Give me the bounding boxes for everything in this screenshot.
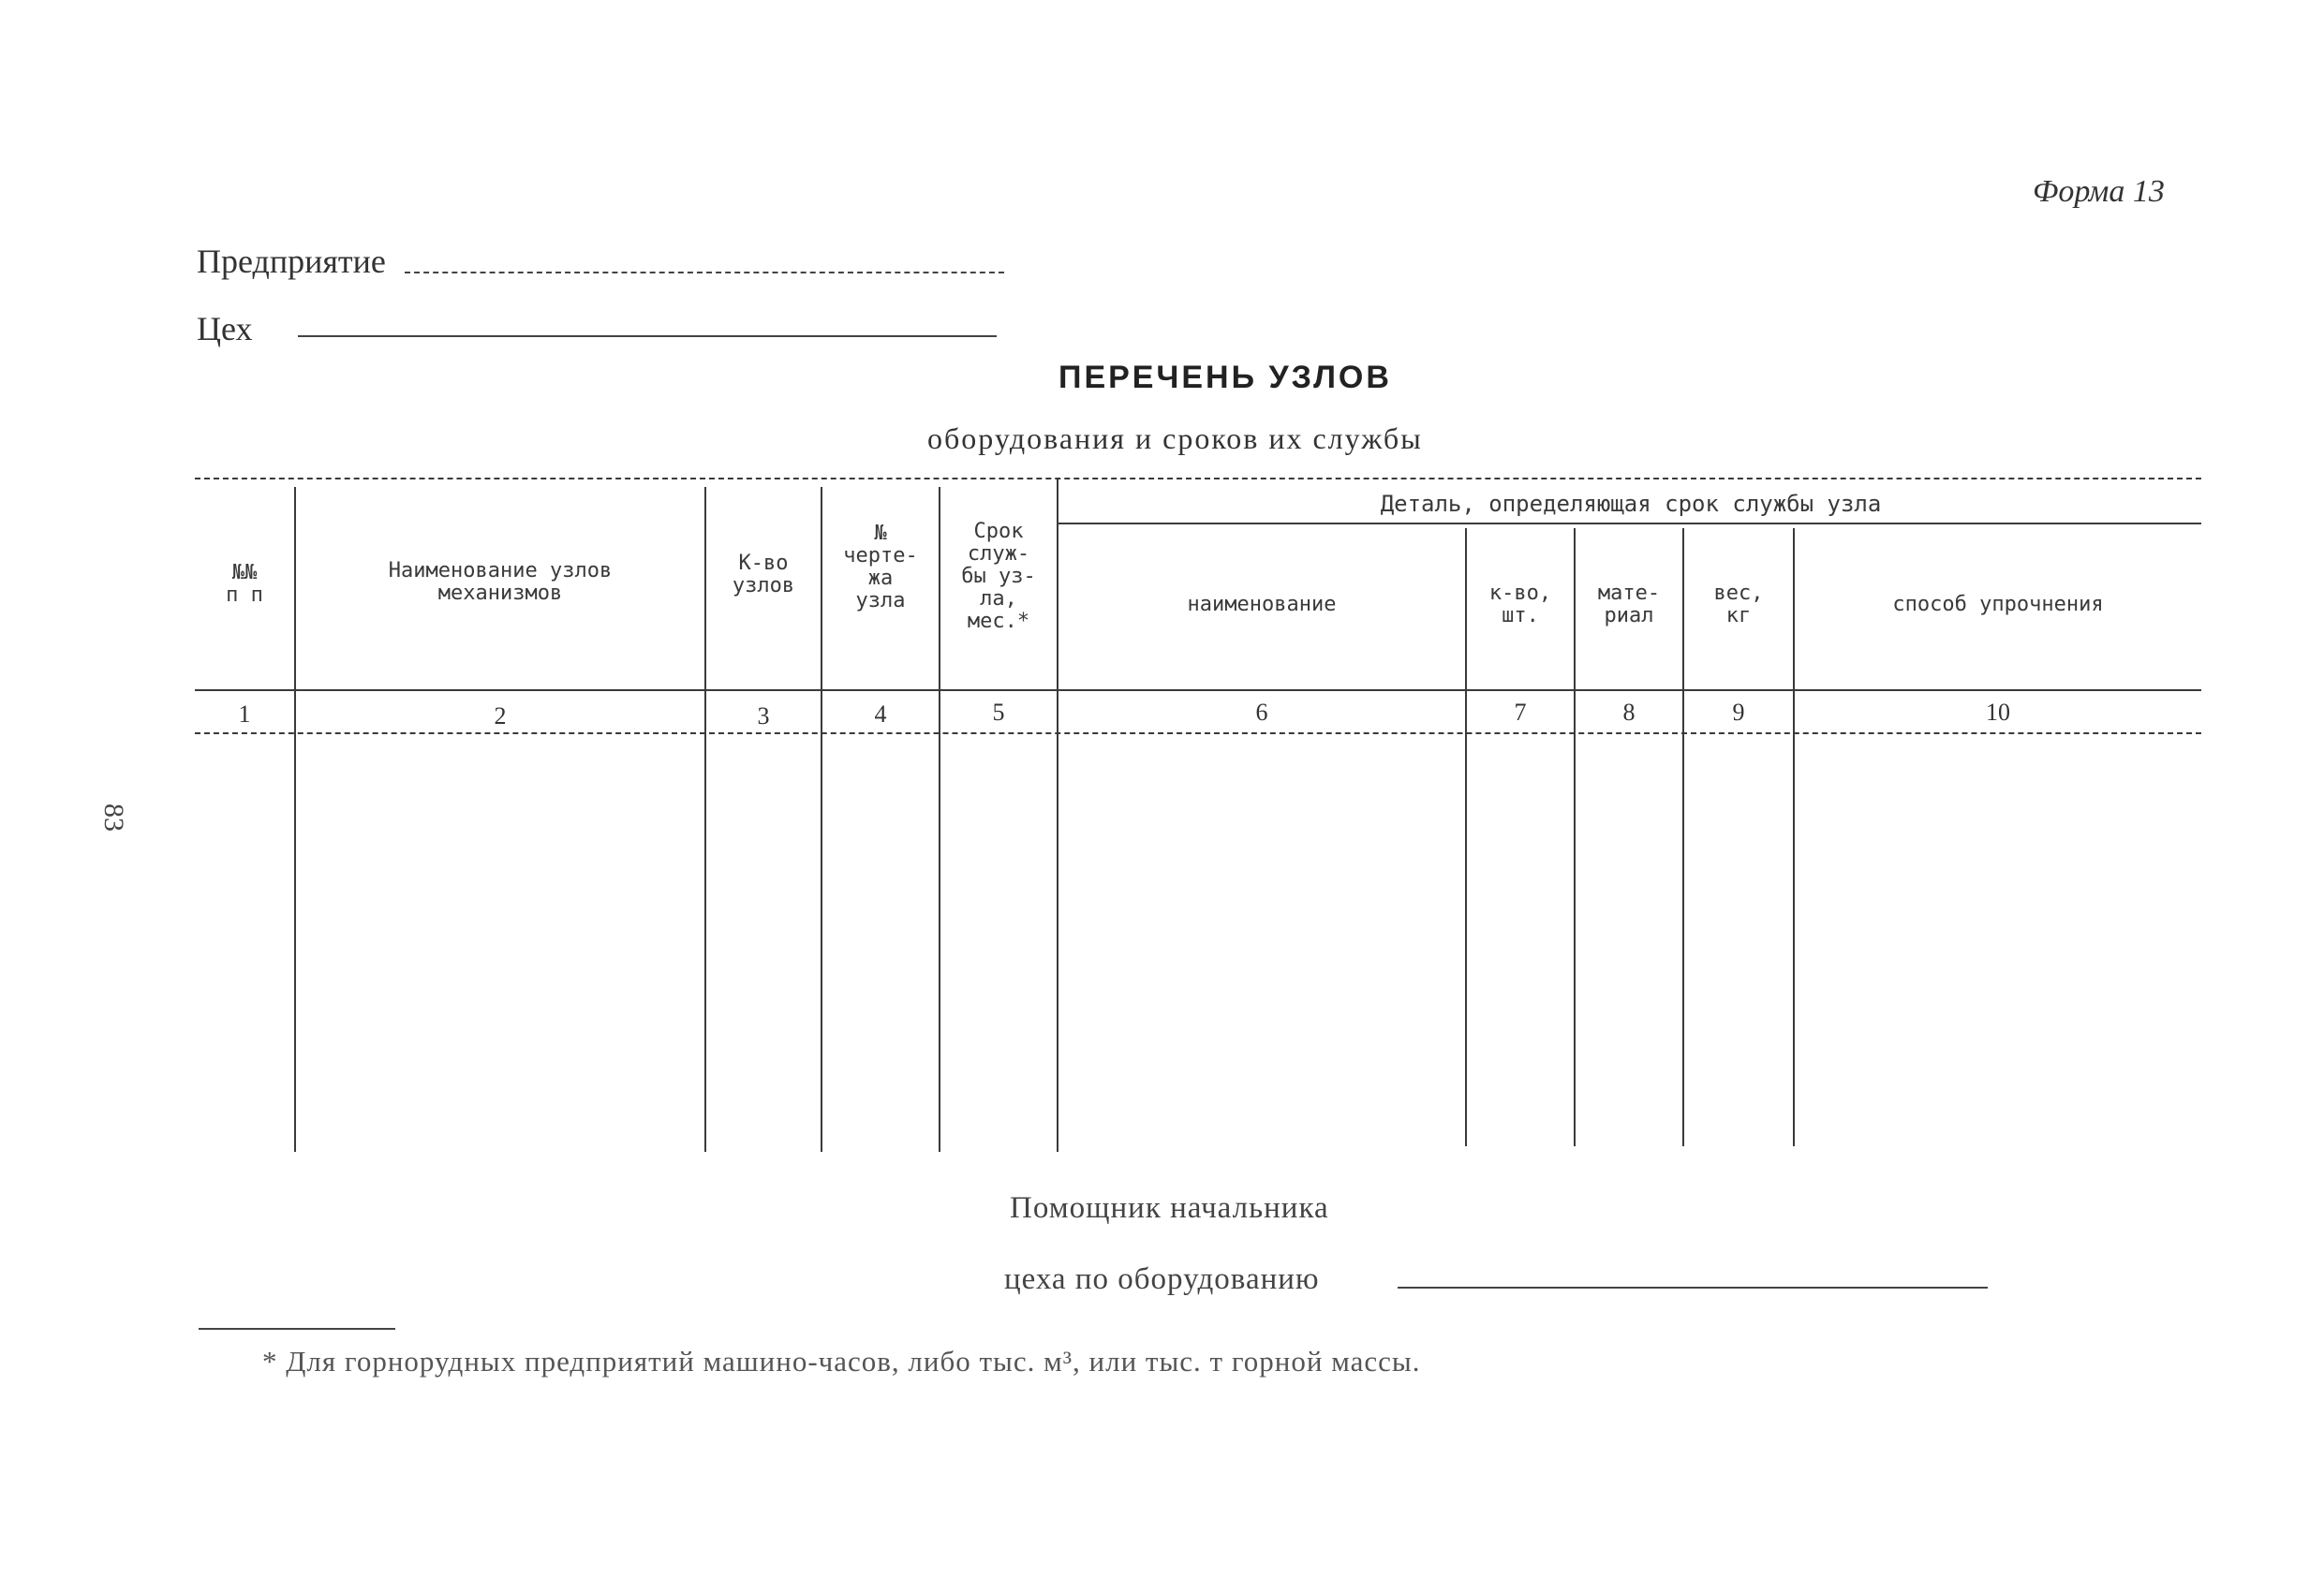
form-number: Форма 13 bbox=[2033, 174, 2165, 209]
group-header-rule bbox=[1057, 523, 2201, 524]
column-number: 2 bbox=[494, 702, 507, 730]
signature-line[interactable] bbox=[1398, 1287, 1988, 1289]
header-number: №№ п п bbox=[226, 561, 263, 607]
header-hardening-method: способ упрочнения bbox=[1892, 593, 2104, 616]
page-number: 83 bbox=[98, 803, 129, 832]
header-part-name: наименование bbox=[1187, 593, 1337, 616]
column-number: 9 bbox=[1732, 699, 1745, 726]
shop-field-line[interactable] bbox=[298, 335, 997, 337]
shop-label: Цех bbox=[197, 310, 253, 347]
column-number: 1 bbox=[238, 700, 251, 728]
table-top-rule bbox=[195, 478, 2201, 479]
footnote: * Для горнорудных предприятий машино-часов, либо тыс. м³, или тыс. т горной массы. bbox=[262, 1345, 1421, 1378]
enterprise-field-line[interactable] bbox=[405, 272, 1004, 273]
enterprise-label: Предприятие bbox=[197, 243, 386, 280]
column-number: 7 bbox=[1514, 699, 1527, 726]
header-drawing-number: № черте- жа узла bbox=[843, 522, 918, 612]
header-service-life: Срок служ- бы уз- ла, мес.* bbox=[961, 520, 1036, 633]
column-number: 10 bbox=[1986, 699, 2010, 726]
document-subtitle: оборудования и сроков их службы bbox=[927, 421, 1423, 455]
column-number: 8 bbox=[1622, 699, 1636, 726]
header-node-name: Наименование узлов механизмов bbox=[388, 559, 613, 605]
document-title: ПЕРЕЧЕНЬ УЗЛОВ bbox=[1058, 360, 1392, 395]
nodes-table bbox=[195, 478, 2201, 1152]
column-number: 4 bbox=[874, 700, 887, 728]
col-divider bbox=[1793, 528, 1795, 1146]
group-header: Деталь, определяющая срок службы узла bbox=[1380, 491, 1882, 517]
column-number: 3 bbox=[757, 702, 770, 730]
column-number: 5 bbox=[992, 699, 1005, 726]
header-node-count: К-во узлов bbox=[732, 552, 795, 597]
signature-title-line1: Помощник начальника bbox=[1010, 1191, 1329, 1225]
header-weight: вес, кг bbox=[1713, 582, 1764, 627]
header-part-quantity: к-во, шт. bbox=[1488, 582, 1552, 627]
header-material: мате- риал bbox=[1597, 582, 1661, 627]
column-number: 6 bbox=[1255, 699, 1268, 726]
footnote-separator bbox=[199, 1328, 395, 1330]
header-bottom-rule bbox=[195, 689, 2201, 691]
col-divider bbox=[1057, 478, 1058, 1152]
numbers-bottom-rule bbox=[195, 732, 2201, 734]
signature-title-line2: цеха по оборудованию bbox=[1004, 1262, 1320, 1296]
